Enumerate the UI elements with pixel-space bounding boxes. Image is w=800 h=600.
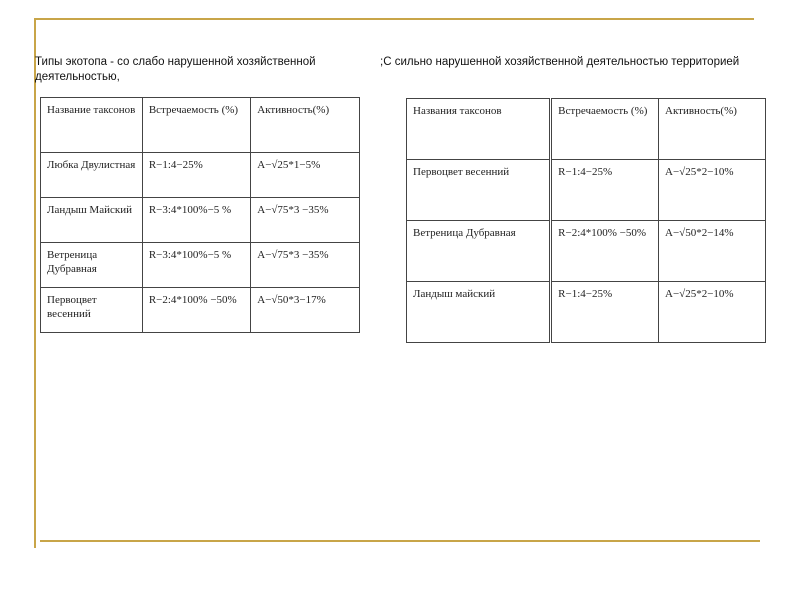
left-rule — [34, 18, 36, 548]
table-row — [407, 282, 766, 343]
frequency-cell: R−3:4*100%−5 % — [142, 198, 250, 243]
taxon-cell: Ветреница Дубравная — [407, 221, 551, 282]
table-header-row — [41, 98, 360, 153]
activity-cell: A−√25*1−5% — [251, 153, 360, 198]
table-row — [41, 153, 360, 198]
taxon-cell: Первоцвет весенний — [41, 288, 143, 333]
top-rule — [34, 18, 754, 20]
activity-cell: A−√25*2−10% — [659, 282, 766, 343]
activity-cell: A−√75*3 −35% — [251, 198, 360, 243]
table-row — [41, 243, 360, 288]
header-cell: Активность(%) — [251, 98, 360, 153]
frequency-cell: R−2:4*100% −50% — [142, 288, 250, 333]
taxon-cell: Первоцвет весенний — [407, 160, 551, 221]
activity-cell: A−√50*2−14% — [659, 221, 766, 282]
taxon-cell: Ветреница Дубравная — [41, 243, 143, 288]
table-weak-disturbance — [40, 97, 360, 333]
activity-cell: A−√25*2−10% — [659, 160, 766, 221]
frequency-cell: R−1:4−25% — [551, 160, 659, 221]
frequency-cell: R−1:4−25% — [551, 282, 659, 343]
table-row — [41, 288, 360, 333]
table-strong-disturbance — [406, 98, 766, 343]
taxon-cell: Ландыш майский — [407, 282, 551, 343]
table-row — [407, 160, 766, 221]
heading-weak-disturbance: Типы экотопа - со слабо нарушенной хозяйственной деятельностью, — [35, 56, 316, 83]
header-cell: Названия таксонов — [407, 99, 551, 160]
frequency-cell: R−3:4*100%−5 % — [142, 243, 250, 288]
bottom-rule — [40, 540, 760, 542]
frequency-cell: R−2:4*100% −50% — [551, 221, 659, 282]
frequency-cell: R−1:4−25% — [142, 153, 250, 198]
activity-cell: A−√75*3 −35% — [251, 243, 360, 288]
header-cell: Встречаемость (%) — [142, 98, 250, 153]
taxon-cell: Любка Двулистная — [41, 153, 143, 198]
taxon-cell: Ландыш Майский — [41, 198, 143, 243]
header-cell: Активность(%) — [659, 99, 766, 160]
header-cell: Название таксонов — [41, 98, 143, 153]
heading-strong-disturbance: ;С сильно нарушенной хозяйственной деятельностью территорией — [380, 56, 740, 68]
table-header-row — [407, 99, 766, 160]
table-row — [41, 198, 360, 243]
header-cell: Встречаемость (%) — [551, 99, 659, 160]
table-row — [407, 221, 766, 282]
activity-cell: A−√50*3−17% — [251, 288, 360, 333]
